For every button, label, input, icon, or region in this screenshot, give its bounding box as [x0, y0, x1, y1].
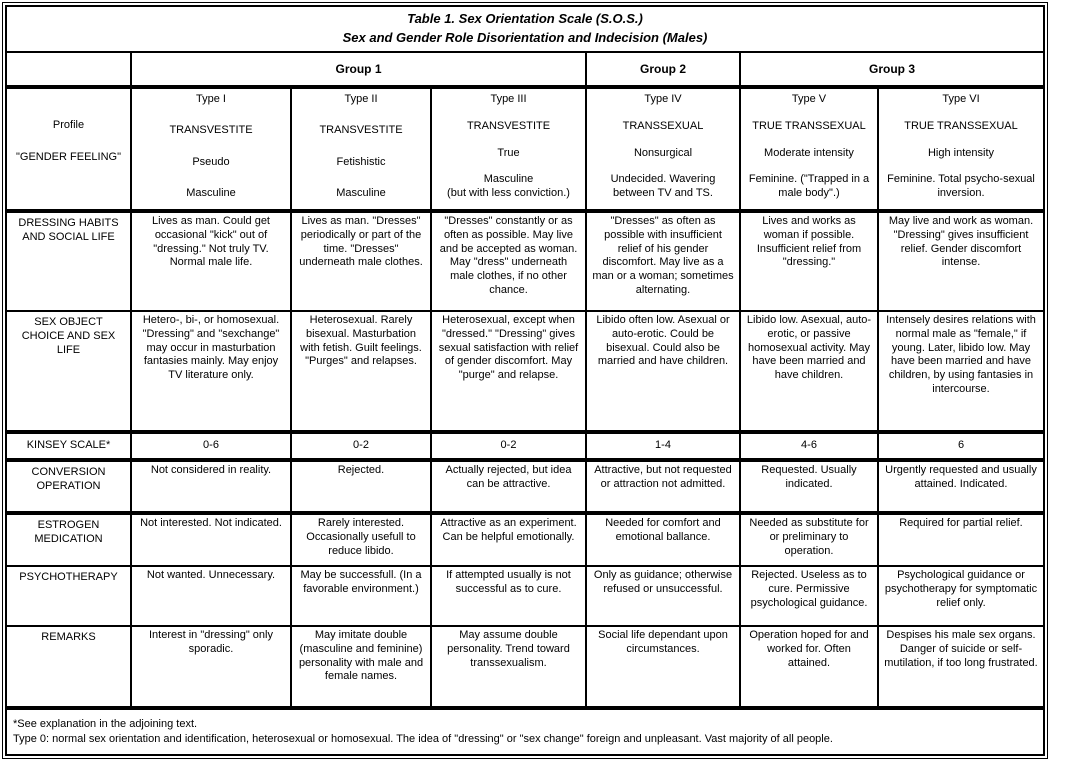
- cell-estrogen-type1: Not interested. Not indicated.: [131, 513, 291, 566]
- cell-dressing-type3: "Dresses" constantly or as often as possible. May live and be accepted as woman. May "dress" underneath male clothes, if no other chance.: [431, 211, 586, 311]
- row-label-sex-object: [6, 311, 131, 432]
- row-label-text: REMARKS: [41, 631, 96, 643]
- type3-name: TRANSVESTITE: [466, 119, 551, 132]
- cell-remarks-type1: Interest in "dressing" only sporadic.: [131, 626, 291, 708]
- row-label-conversion: [6, 460, 131, 513]
- type5-quality: Moderate intensity: [764, 146, 854, 159]
- cell-estrogen-type3: Attractive as an experiment. Can be helpful emotionally.: [431, 513, 586, 566]
- profile-cell-type1: [131, 87, 291, 211]
- profile-cell-type6: [878, 87, 1044, 211]
- type4-feeling: Undecided. Wavering between TV and TS.: [610, 173, 716, 200]
- footnote-line2: Type 0: normal sex orientation and identification, heterosexual or homosexual. The idea of "dressing" or "sex change" foreign and unpleasant. Vast majority of all people.: [13, 733, 833, 745]
- type5-name: TRUE TRANSSEXUAL: [752, 119, 866, 132]
- type4-quality: Nonsurgical: [633, 146, 693, 159]
- profile-cell-type3: [431, 87, 586, 211]
- type5-heading: Type V: [791, 93, 827, 105]
- cell-conversion-type1: Not considered in reality.: [131, 460, 291, 513]
- row-kinsey-scale: [6, 432, 1044, 460]
- title-row: [6, 6, 1044, 52]
- cell-remarks-type4: Social life dependant upon circumstances.: [586, 626, 740, 708]
- cell-dressing-type4: "Dresses" as often as possible with insufficient relief of his gender discomfort. May live as a man or a woman; sometimes alternating.: [586, 211, 740, 311]
- type2-heading: Type II: [344, 93, 378, 105]
- type2-name: TRANSVESTITE: [319, 124, 403, 137]
- type3-quality: True: [497, 146, 520, 159]
- cell-kinsey-type5: 4-6: [740, 432, 878, 460]
- row-label-text: DRESSING HABITS AND SOCIAL LIFE: [18, 217, 119, 243]
- table-outer-frame: [2, 2, 1048, 759]
- row-label-text: ESTROGEN MEDICATION: [34, 519, 103, 545]
- row-label-text: PSYCHOTHERAPY: [19, 571, 118, 583]
- cell-conversion-type5: Requested. Usually indicated.: [740, 460, 878, 513]
- type1-quality: Pseudo: [192, 155, 230, 168]
- cell-remarks-type3: May assume double personality. Trend toward transsexualism.: [431, 626, 586, 708]
- cell-estrogen-type5: Needed as substitute for or preliminary to operation.: [740, 513, 878, 566]
- type6-quality: High intensity: [927, 146, 995, 159]
- profile-label-line2: "GENDER FEELING": [16, 150, 121, 163]
- cell-estrogen-type6: Required for partial relief.: [878, 513, 1044, 566]
- cell-sexobj-type6: Intensely desires relations with normal male as "female," if young. Later, libido low. May have been married and have children, by using fantasies in intercourse.: [878, 311, 1044, 432]
- row-dressing-habits: [6, 211, 1044, 311]
- cell-psycho-type4: Only as guidance; otherwise refused or unsuccessful.: [586, 566, 740, 626]
- type4-heading: Type IV: [644, 93, 682, 105]
- cell-dressing-type6: May live and work as woman. "Dressing" gives insufficient relief. Gender discomfort intense.: [878, 211, 1044, 311]
- cell-dressing-type1: Lives as man. Could get occasional "kick" out of "dressing." Not truly TV. Normal male life.: [131, 211, 291, 311]
- group-row-empty-cell: [6, 52, 131, 87]
- type4-name: TRANSSEXUAL: [622, 119, 704, 132]
- cell-psycho-type1: Not wanted. Unnecessary.: [131, 566, 291, 626]
- row-sex-object-choice: [6, 311, 1044, 432]
- profile-cell-type2: [291, 87, 431, 211]
- cell-conversion-type4: Attractive, but not requested or attraction not admitted.: [586, 460, 740, 513]
- cell-kinsey-type6: 6: [878, 432, 1044, 460]
- type3-heading: Type III: [490, 93, 527, 105]
- group-header-row: [6, 52, 1044, 87]
- type1-name: TRANSVESTITE: [169, 124, 253, 137]
- type3-feeling-text: Masculine: [483, 173, 534, 186]
- row-conversion-operation: [6, 460, 1044, 513]
- cell-estrogen-type2: Rarely interested. Occasionally usefull to reduce libido.: [291, 513, 431, 566]
- cell-sexobj-type4: Libido often low. Asexual or auto-erotic. Could be bisexual. Could also be married and have children.: [586, 311, 740, 432]
- row-label-estrogen: [6, 513, 131, 566]
- cell-remarks-type5: Operation hoped for and worked for. Often attained.: [740, 626, 878, 708]
- profile-cell-type4: [586, 87, 740, 211]
- group-2-header: Group 2: [586, 52, 740, 87]
- sos-table: [5, 5, 1045, 756]
- cell-kinsey-type4: 1-4: [586, 432, 740, 460]
- cell-kinsey-type1: 0-6: [131, 432, 291, 460]
- type1-heading: Type I: [196, 93, 226, 105]
- cell-kinsey-type2: 0-2: [291, 432, 431, 460]
- type6-feeling: Feminine. Total psycho-sexual inversion.: [887, 173, 1035, 200]
- cell-psycho-type2: May be successfull. (In a favorable environment.): [291, 566, 431, 626]
- cell-psycho-type5: Rejected. Useless as to cure. Permissive psychological guidance.: [740, 566, 878, 626]
- type6-heading: Type VI: [942, 93, 980, 105]
- row-label-psychotherapy: [6, 566, 131, 626]
- cell-sexobj-type1: Hetero-, bi-, or homosexual. "Dressing" and "sexchange" may occur in masturbation fantasies mainly. May enjoy TV literature only.: [131, 311, 291, 432]
- cell-remarks-type6: Despises his male sex organs. Danger of suicide or self-mutilation, if too long frustrated.: [878, 626, 1044, 708]
- row-label-dressing-habits: [6, 211, 131, 311]
- row-estrogen-medication: [6, 513, 1044, 566]
- row-remarks: [6, 626, 1044, 708]
- cell-conversion-type2: Rejected.: [291, 460, 431, 513]
- type1-feeling: Masculine: [186, 187, 236, 200]
- row-label-remarks: [6, 626, 131, 708]
- cell-conversion-type6: Urgently requested and usually attained. Indicated.: [878, 460, 1044, 513]
- cell-dressing-type5: Lives and works as woman if possible. Insufficient relief from "dressing.": [740, 211, 878, 311]
- table-title-line2: Sex and Gender Role Disorientation and Indecision (Males): [342, 30, 708, 45]
- row-psychotherapy: [6, 566, 1044, 626]
- row-label-text: CONVERSION OPERATION: [31, 466, 106, 492]
- cell-conversion-type3: Actually rejected, but idea can be attractive.: [431, 460, 586, 513]
- profile-cell-type5: [740, 87, 878, 211]
- cell-remarks-type2: May imitate double (masculine and feminine) personality with male and female names.: [291, 626, 431, 708]
- row-label-kinsey-scale: KINSEY SCALE*: [6, 432, 131, 460]
- group-1-header: Group 1: [131, 52, 586, 87]
- type2-quality: Fetishistic: [336, 155, 386, 168]
- cell-sexobj-type5: Libido low. Asexual, auto-erotic, or passive homosexual activity. May have been married and have children.: [740, 311, 878, 432]
- profile-label-line1: Profile: [52, 119, 85, 131]
- profile-row: [6, 87, 1044, 211]
- footnote-line1: *See explanation in the adjoining text.: [13, 718, 198, 731]
- cell-kinsey-type3: 0-2: [431, 432, 586, 460]
- type5-feeling: Feminine. ("Trapped in a male body".): [748, 173, 870, 200]
- type3-feeling-note: (but with less conviction.): [447, 187, 570, 200]
- cell-psycho-type6: Psychological guidance or psychotherapy for symptomatic relief only.: [878, 566, 1044, 626]
- cell-sexobj-type3: Heterosexual, except when "dressed." "Dressing" gives sexual satisfaction with relief of gender discomfort. May "purge" and relapse.: [431, 311, 586, 432]
- type2-feeling: Masculine: [336, 187, 386, 200]
- type3-feeling: [437, 173, 580, 201]
- cell-estrogen-type4: Needed for comfort and emotional ballance.: [586, 513, 740, 566]
- row-label-text: SEX OBJECT CHOICE AND SEX LIFE: [21, 316, 116, 356]
- footnote-row: [6, 708, 1044, 755]
- table-title-cell: [6, 6, 1044, 52]
- cell-sexobj-type2: Heterosexual. Rarely bisexual. Masturbation with fetish. Guilt feelings. "Purges" and relapses.: [291, 311, 431, 432]
- cell-dressing-type2: Lives as man. "Dresses" periodically or part of the time. "Dresses" underneath male clothes.: [291, 211, 431, 311]
- profile-row-label: [6, 87, 131, 211]
- footnote-cell: [6, 708, 1044, 755]
- table-title-line1: Table 1. Sex Orientation Scale (S.O.S.): [407, 11, 643, 27]
- type6-name: TRUE TRANSSEXUAL: [904, 119, 1018, 132]
- cell-psycho-type3: If attempted usually is not successful as to cure.: [431, 566, 586, 626]
- group-3-header: Group 3: [740, 52, 1044, 87]
